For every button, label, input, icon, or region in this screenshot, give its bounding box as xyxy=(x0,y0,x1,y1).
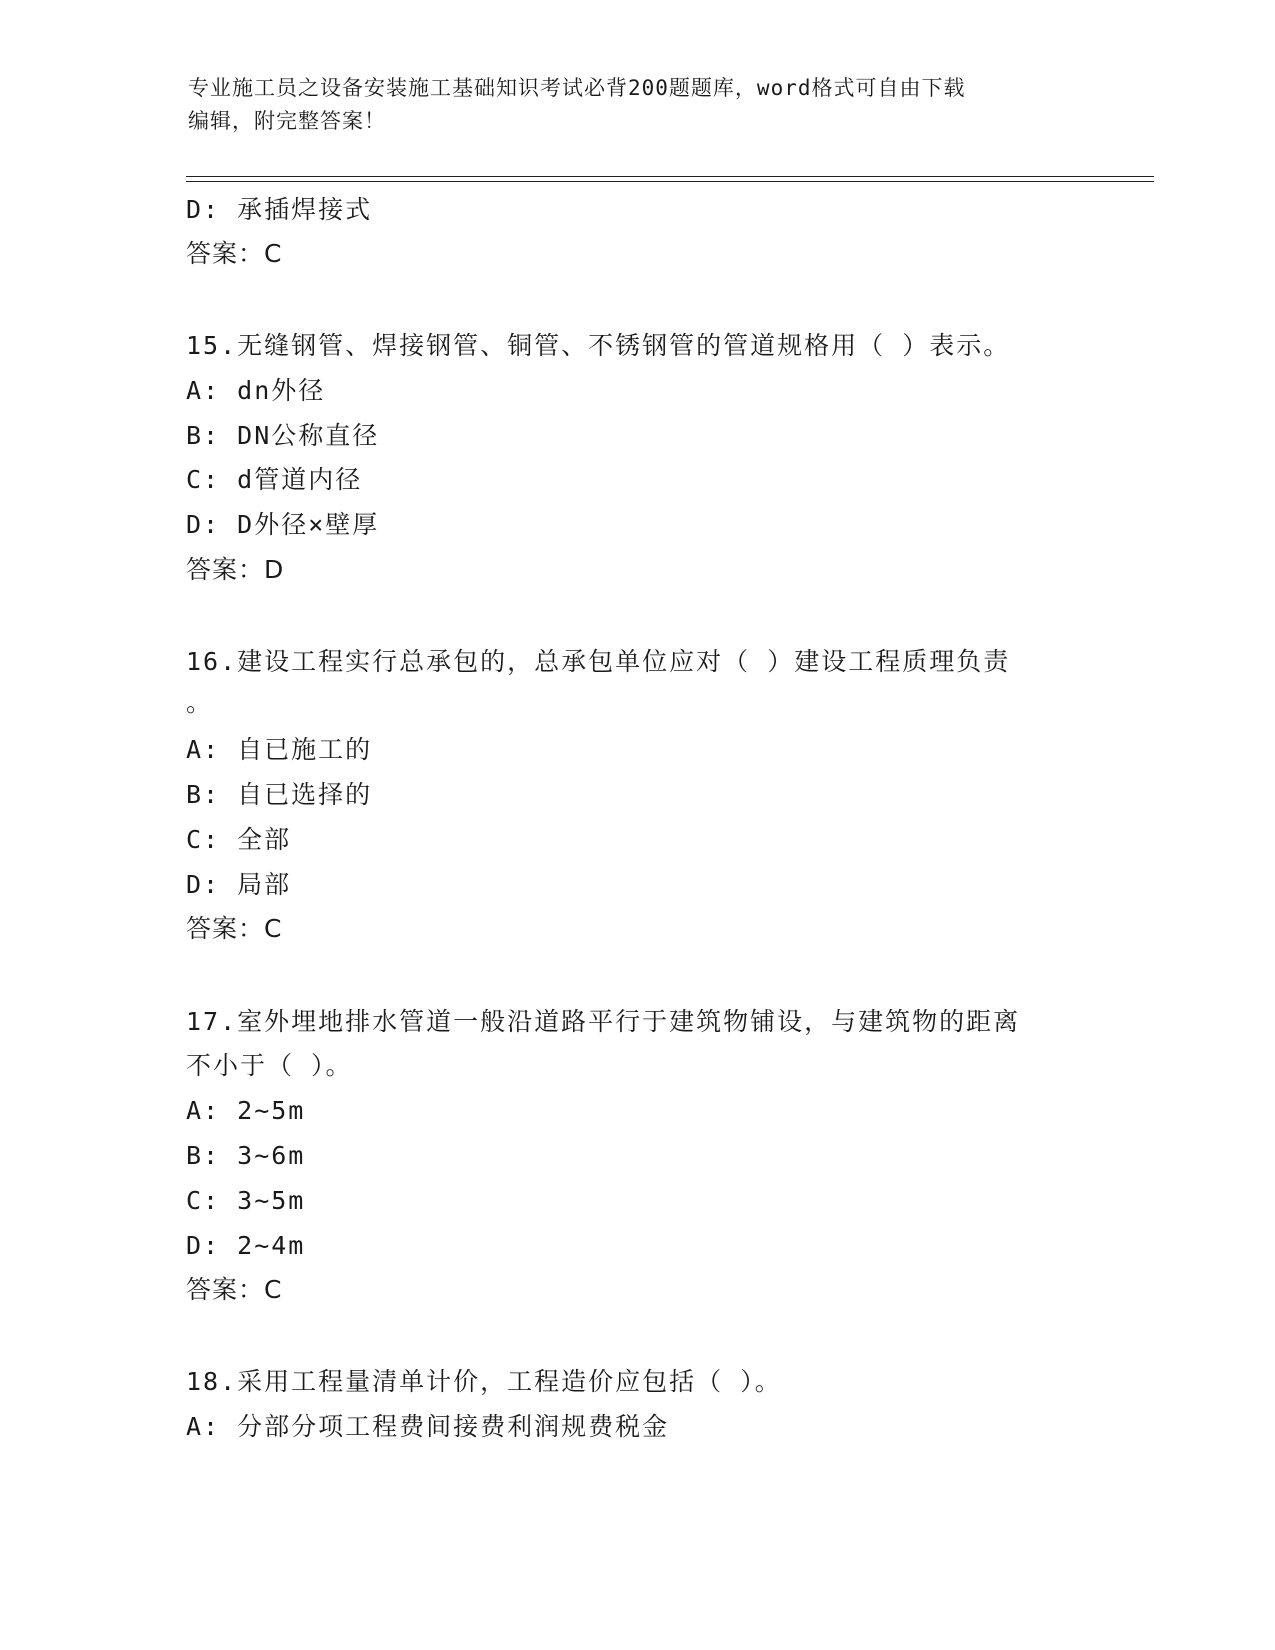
q15-option-d: D: D外径×壁厚 xyxy=(186,510,380,539)
q14-option-d: D: 承插焊接式 xyxy=(186,195,373,224)
q17-question-line-1: 17.室外埋地排水管道一般沿道路平行于建筑物铺设，与建筑物的距离 xyxy=(186,1007,1021,1036)
q16-question-line-1: 16.建设工程实行总承包的，总承包单位应对（ ）建设工程质理负责 xyxy=(186,647,1011,676)
header-title-line-2: 编辑，附完整答案！ xyxy=(188,109,386,133)
q15-option-c: C: d管道内径 xyxy=(186,465,363,494)
q15-option-a: A: dn外径 xyxy=(186,376,326,405)
header-divider-bottom xyxy=(186,181,1154,182)
q15-option-b: B: DN公称直径 xyxy=(186,421,380,450)
q18-option-a: A: 分部分项工程费间接费利润规费税金 xyxy=(186,1412,670,1441)
q17-question-line-2: 不小于（ ）。 xyxy=(186,1051,353,1080)
q17-option-c: C: 3~5m xyxy=(186,1186,306,1215)
q16-option-b: B: 自已选择的 xyxy=(186,780,373,809)
q15-answer: 答案：D xyxy=(186,555,285,584)
q16-option-d: D: 局部 xyxy=(186,870,292,899)
header-title-line-1: 专业施工员之设备安装施工基础知识考试必背200题题库，word格式可自由下载 xyxy=(188,76,966,100)
q15-question: 15.无缝钢管、焊接钢管、铜管、不锈钢管的管道规格用（ ）表示。 xyxy=(186,331,1011,360)
q14-answer: 答案：C xyxy=(186,239,283,268)
q17-option-b: B: 3~6m xyxy=(186,1141,306,1170)
q16-option-a: A: 自已施工的 xyxy=(186,735,373,764)
q17-option-d: D: 2~4m xyxy=(186,1231,306,1260)
header-divider-top xyxy=(186,176,1154,177)
q17-option-a: A: 2~5m xyxy=(186,1096,306,1125)
q17-answer: 答案：C xyxy=(186,1275,283,1304)
q16-question-line-2: 。 xyxy=(186,688,214,717)
q16-option-c: C: 全部 xyxy=(186,825,292,854)
q16-answer: 答案：C xyxy=(186,914,283,943)
q18-question: 18.采用工程量清单计价，工程造价应包括（ ）。 xyxy=(186,1367,782,1396)
document-header xyxy=(188,72,1088,138)
